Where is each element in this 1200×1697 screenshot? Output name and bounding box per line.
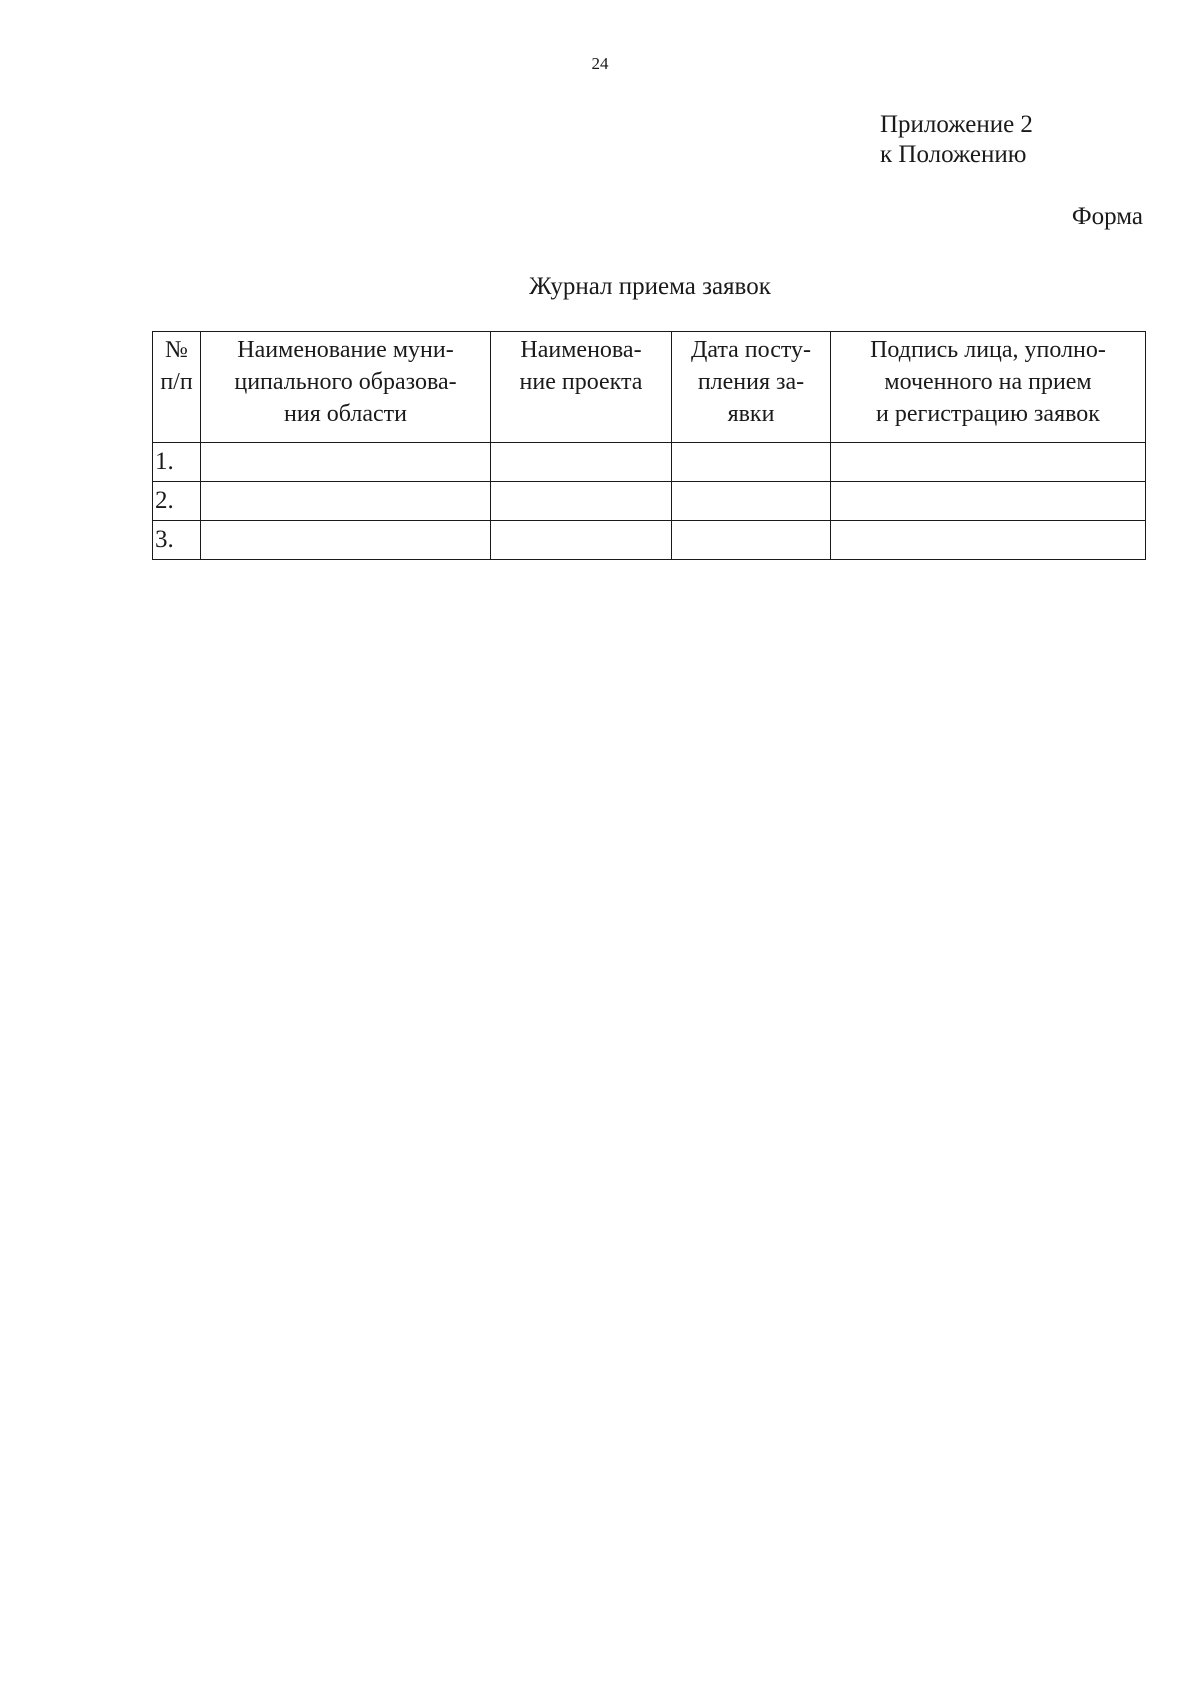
journal-title: Журнал приема заявок <box>529 273 771 300</box>
cell-project <box>491 482 672 521</box>
header-signature: Подпись лица, уполно- моченного на прием и регистрацию заявок <box>831 332 1146 443</box>
row-number: 2. <box>153 482 201 521</box>
row-number: 3. <box>153 521 201 560</box>
cell-municipality <box>201 443 491 482</box>
header-project: Наименова- ние проекта <box>491 332 672 443</box>
cell-project <box>491 521 672 560</box>
table-row <box>153 443 1146 482</box>
header-date: Дата посту- пления за- явки <box>672 332 831 443</box>
row-number: 1. <box>153 443 201 482</box>
cell-signature <box>831 482 1146 521</box>
header-municipality: Наименование муни- ципального образова- ния области <box>201 332 491 443</box>
form-label: Форма <box>1071 203 1143 230</box>
table-header-row <box>153 332 1146 443</box>
page-number: 24 <box>591 54 609 73</box>
cell-municipality <box>201 482 491 521</box>
cell-municipality <box>201 521 491 560</box>
cell-project <box>491 443 672 482</box>
header-number: № п/п <box>153 332 201 443</box>
appendix-reference <box>880 110 1033 170</box>
appendix-line-1: Приложение 2 <box>880 111 1033 138</box>
table-row <box>153 482 1146 521</box>
table-row <box>153 521 1146 560</box>
cell-signature <box>831 521 1146 560</box>
cell-date <box>672 482 831 521</box>
journal-table <box>152 331 1146 560</box>
appendix-line-2: к Положению <box>880 141 1027 168</box>
cell-date <box>672 443 831 482</box>
cell-signature <box>831 443 1146 482</box>
cell-date <box>672 521 831 560</box>
